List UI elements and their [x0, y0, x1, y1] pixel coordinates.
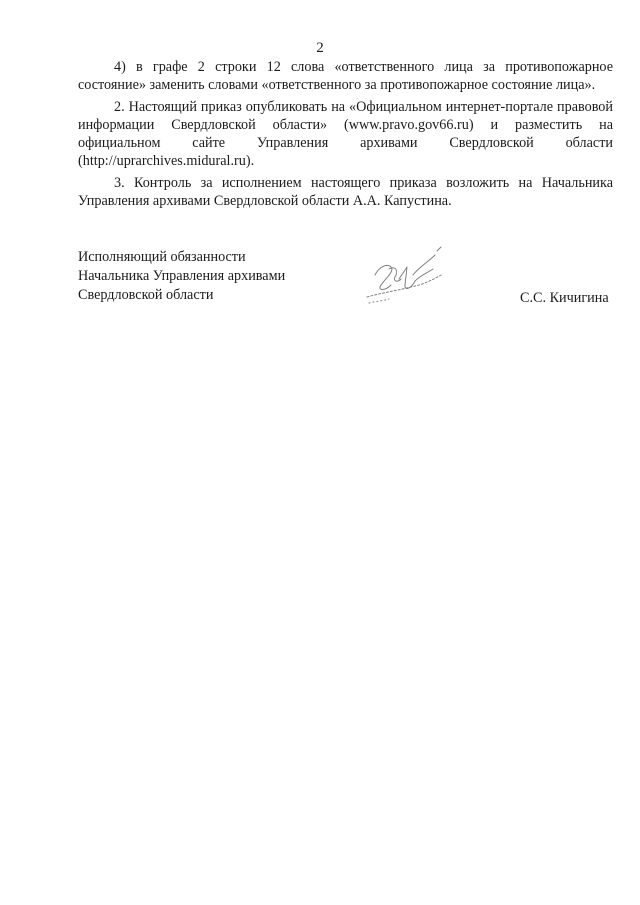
page-number: 2: [316, 40, 324, 56]
paragraph-publication: 2. Настоящий приказ опубликовать на «Официальном интернет-портале правовой информации Свердловской области» (www.pravo.gov66.ru) и разместить на официальном сайте Управления архивами Свердловской области (http://uprarchives.midural.ru).: [78, 99, 613, 169]
signer-name: С.С. Кичигина: [520, 290, 609, 306]
signature-position-line: Начальника Управления архивами: [78, 268, 286, 284]
signature-position: [78, 248, 285, 305]
handwritten-signature-icon: [355, 245, 450, 315]
paragraph-item-4: 4) в графе 2 строки 12 слова «ответственного лица за противопожарное состояние» заменить словами «ответственного за противопожарное состояние лица».: [78, 59, 613, 93]
signature-position-line: Свердловской области: [78, 287, 214, 303]
paragraph-control: 3. Контроль за исполнением настоящего приказа возложить на Начальника Управления архивами Свердловской области А.А. Капустина.: [78, 175, 613, 209]
signature-position-line: Исполняющий обязанности: [78, 249, 246, 265]
document-body: [78, 58, 613, 210]
